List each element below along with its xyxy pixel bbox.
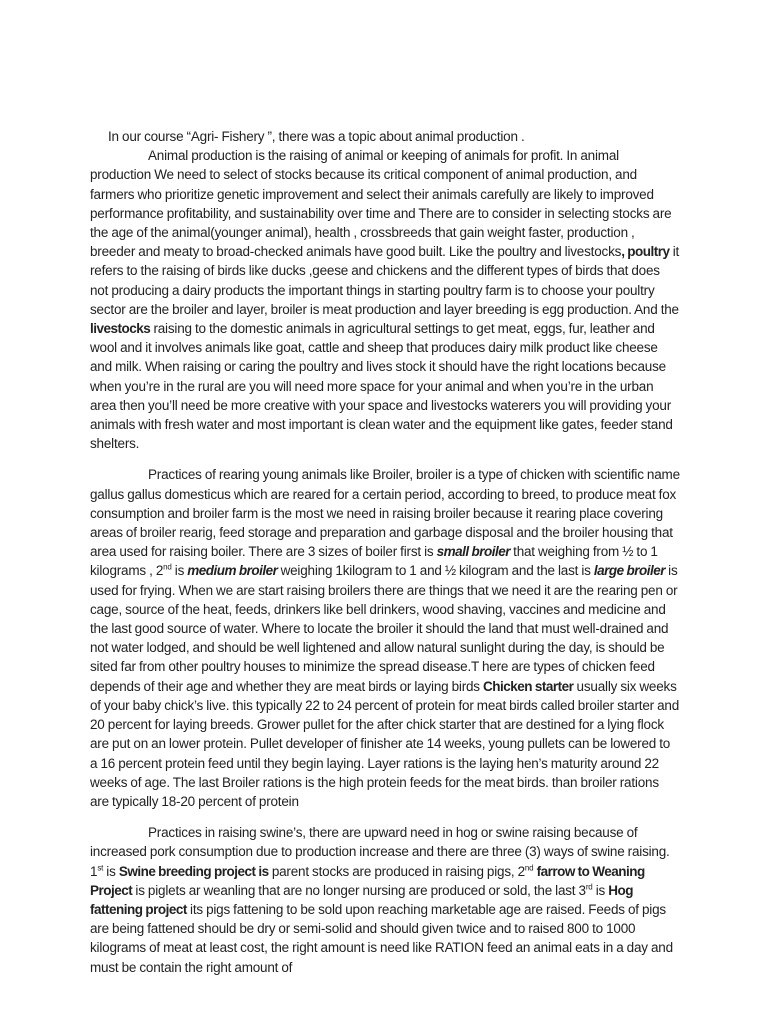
p2-text-d: weighing 1kilogram to 1 and ½ kilogram and the last is [280,563,591,579]
term-large-broiler: large broiler [593,563,666,579]
term-swine-breeding-project: Swine breeding project is [118,863,269,879]
p1-text-a: Animal production is the raising of animal or keeping of animals for profit. In animal production We need to select of stocks because its critical component of animal production, and farmers who prioritize genetic improvement and select their animals carefully are likely to improved performance profitability, and sustainability over time and There are to consider in selecting stocks are the age of the animal(younger animal), health , crossbreeds that gain weight faster, production , breeder and meaty to broad-checked animals have good built. Like the poultry and livestocks [90,148,672,260]
p1-text-b: it refers to the raising of birds like ducks ,geese and chickens and the different types of birds that does not producing a dairy products the important things in starting poultry farm is to choose your poultry sector are the broiler and layer, broiler is meat production and layer breeding is egg production. And the [90,244,680,317]
p1-text-c: raising to the domestic animals in agricultural settings to get meat, eggs, fur, leather and wool and it involves animals like goat, cattle and sheep that produces dairy milk product like cheese and milk. When raising or caring the poultry and lives stock it should have the right locations because when you’re in the rural are you will need more space for your animal and when you’re in the urban area then you’ll need be more creative with your space and livestocks waterers you will providing your animals with fresh water and most important is clean water and the equipment like gates, feeder stand shelters. [90,321,673,452]
p3-superscript-nd: nd [524,863,534,873]
term-poultry: , poultry [621,244,670,260]
p3-superscript-rd: rd [585,882,593,892]
term-medium-broiler: medium broiler [187,563,278,579]
term-hog-fattening-project: Hog fattening project [90,882,633,917]
p2-superscript-nd: nd [163,562,172,572]
p3-text-d: is piglets ar weanling that are no longer nursing are produced or sold, the last 3 [132,882,586,898]
paragraph-animal-production [90,146,680,453]
document-body [90,127,680,977]
term-small-broiler: small broiler [436,544,510,560]
p2-text-c: is [171,563,185,579]
p3-text-b: is [103,863,116,879]
p3-text-f: its pigs fattening to be sold upon reaching marketable age are raised. Feeds of pigs are being fattened should be dry or semi-solid and should given twice and to raised 800 to 1000 kilograms of meat at least cost, the right amount is need like RATION feed an animal eats in a day and must be contain the right amount of [90,901,673,975]
paragraph-broiler [90,465,680,811]
p2-text-b: that weighing from ½ to 1 kilograms , 2 [90,544,658,579]
p2-text-e: is used for frying. When we are start raising broilers there are things that we need it are the rearing pen or cage, source of the heat, feeds, drinkers like bell drinkers, wood shaving, vaccines and medicine and the last good source of water. Where to locate the broiler it should the land that must well-drained and not water lodged, and should be well lightened and allow natural sunlight during the day, is should be sited far from other poultry houses to minimize the spread disease.T here are types of chicken feed depends of their age and whether they are meat birds or laying birds [90,563,678,694]
term-livestocks: livestocks [90,321,151,337]
term-farrow-to-weaning-project: farrow to Weaning Project [90,863,645,898]
p2-text-f: usually six weeks of your baby chick’s live. this typically 22 to 24 percent of protein for meat birds called broiler starter and 20 percent for laying breeds. Grower pullet for the after chick starter that are destined for a lying flock are put on an lower protein. Pullet developer of finisher ate 14 weeks, young pullets can be lowered to a 16 percent protein feed until they begin laying. Layer rations is the laying hen’s maturity around 22 weeks of age. The last Broiler rations is the high protein feeds for the meat birds. than broiler rations are typically 18-20 percent of protein [90,678,680,809]
p3-text-e: is [592,882,606,898]
p2-text-a: Practices of rearing young animals like Broiler, broiler is a type of chicken with scientific name gallus gallus domesticus which are reared for a certain period, according to breed, to produce meat fox consumption and broiler farm is the most we need in raising broiler because it rearing place covering areas of broiler rearig, feed storage and preparation and garbage disposal and the broiler housing that area used for raising boiler. There are 3 sizes of boiler first is [90,467,680,560]
intro-line: In our course “Agri- Fishery ”, there was a topic about animal production . [108,129,525,144]
term-chicken-starter: Chicken starter [483,678,574,694]
paragraph-swine [90,823,680,977]
p3-text-c: parent stocks are produced in raising pigs, 2 [271,863,525,879]
p3-superscript-st: st [97,863,104,873]
p3-text-a: Practices in raising swine’s, there are upward need in hog or swine raising because of increased pork consumption due to production increase and there are three (3) ways of swine raising. 1 [90,825,670,879]
